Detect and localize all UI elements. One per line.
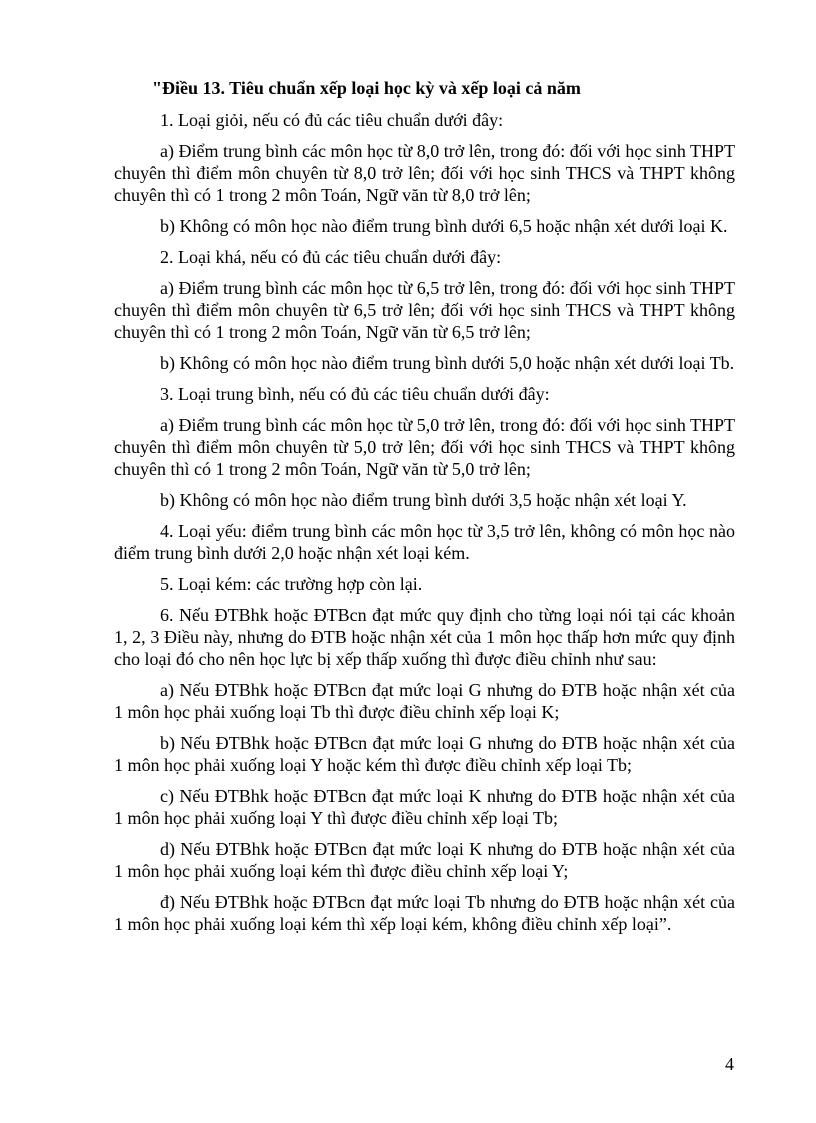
item-4-weak: 4. Loại yếu: điểm trung bình các môn học từ 3,5 trở lên, không có môn học nào điểm trung bình dưới 2,0 hoặc nhận xét loại kém. (114, 521, 735, 563)
item-2a: a) Điểm trung bình các môn học từ 6,5 trở lên, trong đó: đối với học sinh THPT chuyên thì điểm môn chuyên từ 6,5 trở lên; đối với học sinh THCS và THPT không chuyên thì có 1 trong 2 môn Toán, Ngữ văn từ 6,5 trở lên; (114, 278, 735, 342)
article-heading: "Điều 13. Tiêu chuẩn xếp loại học kỳ và xếp loại cả năm (152, 78, 581, 98)
item-3-average: 3. Loại trung bình, nếu có đủ các tiêu chuẩn dưới đây: (160, 384, 550, 404)
item-6c: c) Nếu ĐTBhk hoặc ĐTBcn đạt mức loại K nhưng do ĐTB hoặc nhận xét của 1 môn học phải xuống loại Y thì được điều chỉnh xếp loại Tb; (114, 786, 735, 828)
document-page (114, 76, 735, 944)
item-2b: b) Không có môn học nào điểm trung bình dưới 5,0 hoặc nhận xét dưới loại Tb. (160, 353, 735, 373)
item-6-adjustment: 6. Nếu ĐTBhk hoặc ĐTBcn đạt mức quy định cho từng loại nói tại các khoản 1, 2, 3 Điều này, nhưng do ĐTB hoặc nhận xét của 1 môn học thấp hơn mức quy định cho loại đó cho nên học lực bị xếp thấp xuống thì được điều chỉnh như sau: (114, 605, 735, 669)
item-6d: d) Nếu ĐTBhk hoặc ĐTBcn đạt mức loại K nhưng do ĐTB hoặc nhận xét của 1 môn học phải xuống loại kém thì được điều chỉnh xếp loại Y; (114, 839, 735, 881)
item-1b: b) Không có môn học nào điểm trung bình dưới 6,5 hoặc nhận xét dưới loại K. (160, 216, 728, 236)
page-number: 4 (725, 1054, 734, 1074)
item-2-good: 2. Loại khá, nếu có đủ các tiêu chuẩn dưới đây: (160, 247, 502, 267)
item-3b: b) Không có môn học nào điểm trung bình dưới 3,5 hoặc nhận xét loại Y. (160, 490, 687, 510)
item-6b: b) Nếu ĐTBhk hoặc ĐTBcn đạt mức loại G nhưng do ĐTB hoặc nhận xét của 1 môn học phải xuống loại Y hoặc kém thì được điều chỉnh xếp loại Tb; (114, 733, 735, 775)
item-1-excellent: 1. Loại giỏi, nếu có đủ các tiêu chuẩn dưới đây: (160, 110, 504, 130)
item-3a: a) Điểm trung bình các môn học từ 5,0 trở lên, trong đó: đối với học sinh THPT chuyên thì điểm môn chuyên từ 5,0 trở lên; đối với học sinh THCS và THPT không chuyên thì có 1 trong 2 môn Toán, Ngữ văn từ 5,0 trở lên; (114, 415, 735, 479)
item-6a: a) Nếu ĐTBhk hoặc ĐTBcn đạt mức loại G nhưng do ĐTB hoặc nhận xét của 1 môn học phải xuống loại Tb thì được điều chỉnh xếp loại K; (114, 680, 735, 722)
item-1a: a) Điểm trung bình các môn học từ 8,0 trở lên, trong đó: đối với học sinh THPT chuyên thì điểm môn chuyên từ 8,0 trở lên; đối với học sinh THCS và THPT không chuyên thì có 1 trong 2 môn Toán, Ngữ văn từ 8,0 trở lên; (114, 141, 735, 205)
item-5-poor: 5. Loại kém: các trường hợp còn lại. (160, 574, 423, 594)
item-6dd: đ) Nếu ĐTBhk hoặc ĐTBcn đạt mức loại Tb nhưng do ĐTB hoặc nhận xét của 1 môn học phải xuống loại kém thì xếp loại kém, không điều chỉnh xếp loại”. (114, 892, 735, 934)
